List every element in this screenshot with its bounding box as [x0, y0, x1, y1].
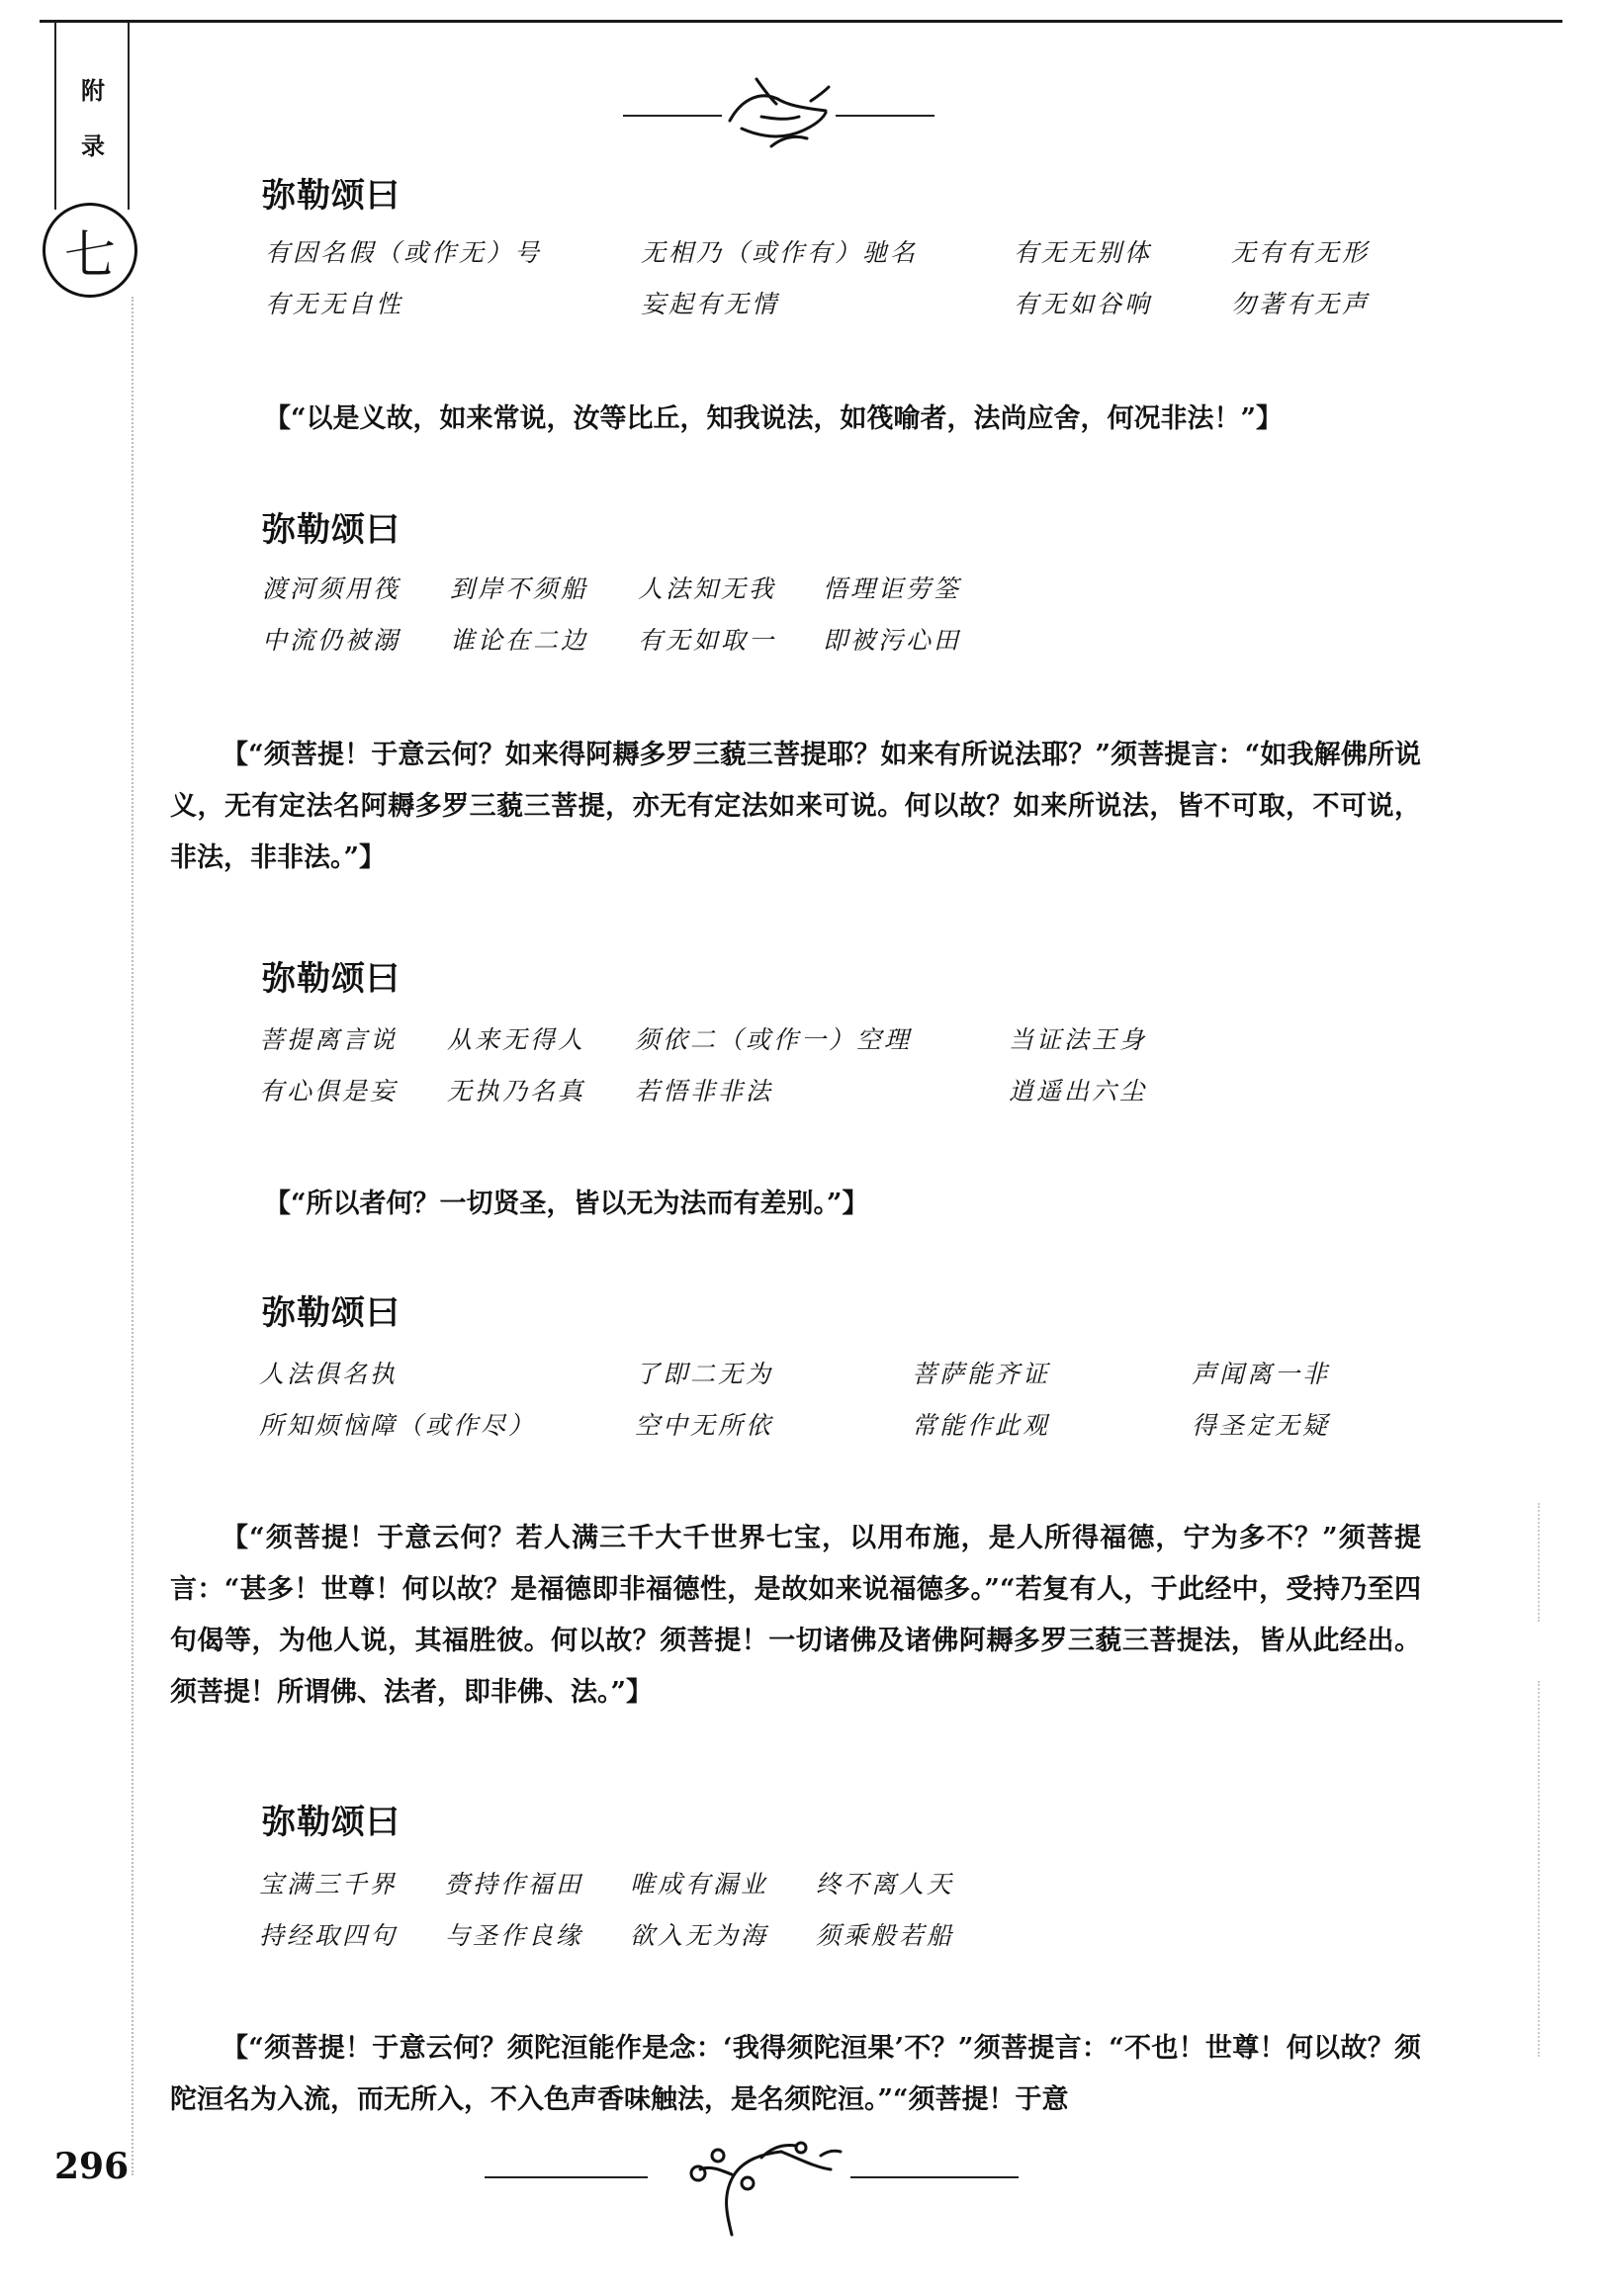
verse-2-line-2-phrase-2: 谁论在二边 [450, 626, 589, 655]
sutra-paragraph-1: 【“以是义故，如来常说，汝等比丘，知我说法，如筏喻者，法尚应舍，何况非法！”】 [264, 403, 1284, 434]
left-margin-dots [132, 297, 133, 2175]
verse-4-line-1-phrase-1: 人法俱名执 [259, 1360, 399, 1388]
verse-3-line-2-phrase-4: 逍遥出六尘 [1009, 1077, 1148, 1105]
sutra-paragraph-2: 【“须菩提！于意云何？如来得阿耨多罗三藐三菩提耶？如来有所说法耶？”须菩提言：“如我解佛所说义，无有定法名阿耨多罗三藐三菩提，亦无有定法如来可说。何以故？如来所说法，皆不可取，不可说，非法，非非法。”】 [170, 740, 1421, 873]
chapter-circle [43, 203, 137, 298]
verse-3-line-2-phrase-3: 若悟非非法 [635, 1077, 774, 1105]
top-ornament [613, 59, 939, 158]
verse-5-line-1-phrase-1: 宝满三千界 [259, 1870, 399, 1899]
verse-heading-5: 弥勒颂曰 [262, 1803, 400, 1842]
sutra-paragraph-5: 【“须菩提！于意云何？须陀洹能作是念：‘我得须陀洹果’不？”须菩提言：“不也！世尊！何以故？须陀洹名为入流，而无所入，不入色声香味触法，是名须陀洹。”“须菩提！于意 [170, 2033, 1421, 2115]
verse-5-line-2-phrase-1: 持经取四句 [259, 1921, 399, 1950]
chapter-number: 七 [63, 225, 116, 286]
verse-4-line-2-phrase-4: 得圣定无疑 [1192, 1411, 1331, 1440]
verse-5-line-2-phrase-4: 须乘般若船 [816, 1921, 955, 1950]
verse-4-line-2-phrase-1: 所知烦恼障（或作尽） [259, 1411, 537, 1440]
verse-1-line-2-phrase-2: 妄起有无情 [641, 290, 780, 318]
plum-blossom-branch-icon [691, 2143, 841, 2235]
top-rule [40, 20, 1562, 23]
verse-4-line-2-phrase-3: 常能作此观 [912, 1411, 1051, 1440]
verse-1-line-2-phrase-3: 有无如谷响 [1014, 290, 1153, 318]
verse-3-line-1-phrase-4: 当证法王身 [1009, 1025, 1148, 1054]
verse-2-line-1-phrase-3: 人法知无我 [638, 574, 777, 603]
verse-4-line-1-phrase-4: 声闻离一非 [1192, 1360, 1331, 1388]
verse-heading-4: 弥勒颂曰 [262, 1293, 400, 1333]
verse-2-line-2-phrase-4: 即被污心田 [823, 626, 962, 655]
right-margin-dots-1 [1538, 1503, 1540, 1622]
verse-5-line-2-phrase-2: 与圣作良缘 [445, 1921, 584, 1950]
verse-4-line-2-phrase-2: 空中无所依 [635, 1411, 774, 1440]
sutra-paragraph-4: 【“须菩提！于意云何？若人满三千大千世界七宝，以用布施，是人所得福德，宁为多不？”须菩提言：“甚多！世尊！何以故？是福德即非福德性，是故如来说福德多。”“若复有人，于此经中，受持乃至四句偈等，为他人说，其福胜彼。何以故？须菩提！一切诸佛及诸佛阿耨多罗三藐三菩提法，皆从此经出。须菩提！所谓佛、法者，即非佛、法。”】 [170, 1523, 1421, 1708]
verse-2-line-2-phrase-1: 中流仍被溺 [262, 626, 401, 655]
verse-1-line-1-phrase-1: 有因名假（或作无）号 [265, 238, 543, 267]
verse-1-line-2-phrase-1: 有无无自性 [265, 290, 404, 318]
verse-4-line-1-phrase-3: 菩萨能齐证 [912, 1360, 1051, 1388]
verse-2-line-1-phrase-4: 悟理讵劳筌 [823, 574, 962, 603]
verse-3-line-2-phrase-1: 有心俱是妄 [259, 1077, 399, 1105]
verse-heading-3: 弥勒颂曰 [262, 959, 400, 999]
verse-1-line-1-phrase-2: 无相乃（或作有）驰名 [641, 238, 919, 267]
verse-heading-2: 弥勒颂曰 [262, 510, 400, 550]
sutra-paragraph-3: 【“所以者何？一切贤圣，皆以无为法而有差别。”】 [264, 1189, 869, 1219]
verse-2-line-1-phrase-2: 到岸不须船 [450, 574, 589, 603]
appendix-tab [54, 22, 130, 210]
hand-icon [730, 79, 829, 146]
verse-5-line-2-phrase-3: 欲入无为海 [630, 1921, 769, 1950]
verse-2-line-1-phrase-1: 渡河须用筏 [262, 574, 401, 603]
verse-1-line-2-phrase-4: 勿著有无声 [1231, 290, 1371, 318]
verse-4-line-1-phrase-2: 了即二无为 [635, 1360, 774, 1388]
appendix-tab-char-1: 附 [81, 77, 105, 105]
verse-1-line-1-phrase-4: 无有有无形 [1231, 238, 1371, 267]
verse-5-line-1-phrase-4: 终不离人天 [816, 1870, 955, 1899]
verse-3-line-1-phrase-3: 须依二（或作一）空理 [635, 1025, 913, 1054]
verse-2-line-2-phrase-3: 有无如取一 [638, 626, 777, 655]
appendix-tab-char-2: 录 [81, 132, 105, 160]
verse-3-line-1-phrase-1: 菩提离言说 [259, 1025, 399, 1054]
verse-heading-1: 弥勒颂曰 [262, 176, 400, 216]
right-margin-dots-2 [1538, 1681, 1540, 2057]
verse-1-line-1-phrase-3: 有无无别体 [1014, 238, 1153, 267]
verse-3-line-1-phrase-2: 从来无得人 [447, 1025, 586, 1054]
page-number: 296 [54, 2146, 130, 2187]
verse-3-line-2-phrase-2: 无执乃名真 [447, 1077, 586, 1105]
verse-5-line-1-phrase-2: 赍持作福田 [445, 1870, 584, 1899]
bottom-ornament [475, 2126, 1028, 2245]
verse-5-line-1-phrase-3: 唯成有漏业 [630, 1870, 769, 1899]
